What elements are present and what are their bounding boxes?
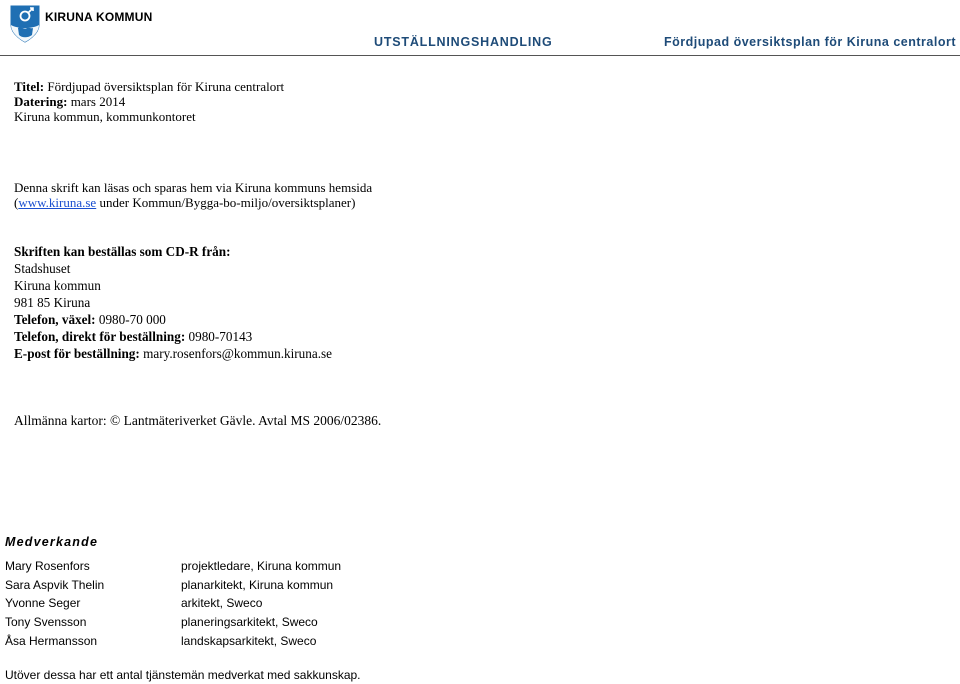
contributor-role: planeringsarkitekt, Sweco bbox=[181, 615, 318, 630]
org-name: KIRUNA KOMMUN bbox=[45, 10, 153, 24]
contributor-row bbox=[5, 613, 341, 632]
contributor-name: Tony Svensson bbox=[5, 615, 87, 630]
phone-label: Telefon, växel: bbox=[14, 312, 96, 327]
order-heading: Skriften kan beställas som CD-R från: bbox=[14, 244, 231, 259]
contributor-name: Yvonne Seger bbox=[5, 596, 81, 611]
title-block bbox=[14, 79, 284, 124]
title-label: Titel: bbox=[14, 79, 45, 94]
document-name: Fördjupad översiktsplan för Kiruna centralort bbox=[664, 35, 956, 49]
contributors-title: Medverkande bbox=[5, 535, 99, 549]
contributor-name: Sara Aspvik Thelin bbox=[5, 577, 105, 592]
email-value: mary.rosenfors@kommun.kiruna.se bbox=[139, 346, 333, 361]
date-line bbox=[14, 94, 284, 109]
coat-of-arms-icon bbox=[10, 5, 40, 43]
address-line-3: 981 85 Kiruna bbox=[14, 295, 91, 310]
direct-phone-label: Telefon, direkt för beställning: bbox=[14, 329, 186, 344]
website-link[interactable]: www.kiruna.se bbox=[18, 195, 97, 210]
direct-phone-line bbox=[14, 328, 332, 345]
kiruna-logo bbox=[10, 5, 152, 43]
contributor-name: Åsa Hermansson bbox=[5, 633, 98, 648]
website-line-1: Denna skrift kan läsas och sparas hem via Kiruna kommuns hemsida bbox=[14, 180, 373, 195]
order-block bbox=[14, 243, 332, 362]
email-line bbox=[14, 345, 332, 362]
contributor-role: projektledare, Kiruna kommun bbox=[181, 559, 342, 574]
phone-value: 0980-70 000 bbox=[95, 312, 166, 327]
website-path: under Kommun/Bygga-bo-miljo/oversiktsplaner) bbox=[96, 195, 356, 210]
contributor-row bbox=[5, 576, 341, 595]
phone-line bbox=[14, 311, 332, 328]
contributor-row bbox=[5, 594, 341, 613]
website-block bbox=[14, 180, 372, 210]
header-divider bbox=[0, 55, 960, 56]
email-label: E-post för beställning: bbox=[14, 346, 140, 361]
contributor-row bbox=[5, 631, 341, 650]
title-line bbox=[14, 79, 284, 94]
website-line-2 bbox=[14, 195, 372, 210]
open-paren: ( bbox=[14, 195, 19, 210]
contributor-role: planarkitekt, Kiruna kommun bbox=[181, 577, 334, 592]
address-line-1: Stadshuset bbox=[14, 261, 71, 276]
contributors-table bbox=[5, 557, 341, 650]
direct-phone-value: 0980-70143 bbox=[185, 329, 253, 344]
title-value: Fördjupad översiktsplan för Kiruna centralort bbox=[47, 79, 285, 94]
date-value: mars 2014 bbox=[70, 94, 126, 109]
contributors-footer: Utöver dessa har ett antal tjänstemän medverkat med sakkunskap. bbox=[5, 668, 361, 682]
document-type: UTSTÄLLNINGSHANDLING bbox=[374, 35, 553, 49]
contributor-row bbox=[5, 557, 341, 576]
contributor-role: landskapsarkitekt, Sweco bbox=[181, 633, 317, 648]
issuer-line: Kiruna kommun, kommunkontoret bbox=[14, 109, 196, 124]
contributor-name: Mary Rosenfors bbox=[5, 559, 90, 574]
maps-copyright: Allmänna kartor: © Lantmäteriverket Gävle. Avtal MS 2006/02386. bbox=[14, 413, 382, 428]
address-line-2: Kiruna kommun bbox=[14, 278, 101, 293]
date-label: Datering: bbox=[14, 94, 68, 109]
contributor-role: arkitekt, Sweco bbox=[181, 596, 263, 611]
